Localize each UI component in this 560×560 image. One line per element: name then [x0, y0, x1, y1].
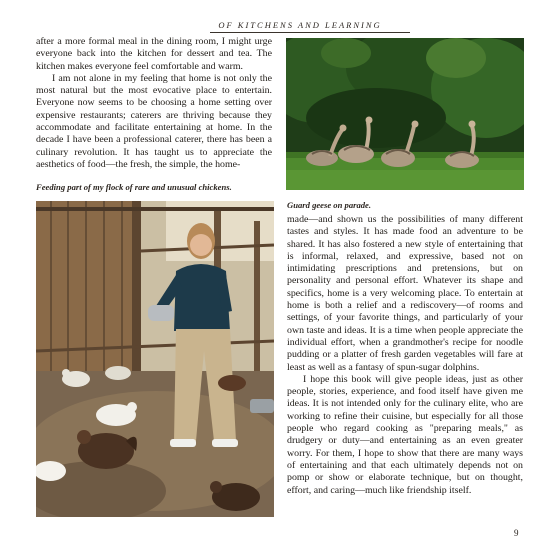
right-column-text [287, 214, 523, 497]
paragraph: made—and shown us the possibilities of many different tastes and styles. It has made food an adventure to be shared. It has also fostered a new style of entertaining that is informal, relaxed, and expressive, based not on intimidating prescriptions and pretensions, but on personality and personal effort. Whatever its shape and specifics, home is a very welcoming place. To entertain at home is both a relief and a rediscovery—of rooms and settings, of your favorite things, and particularly of your own taste and ideas. It is a time when people appreciate the individual effort, when a grandmother's recipe for noodle pudding or a platter of fresh garden vegetables will fare at least as well as a fantasy of spun-sugar dolphins. [287, 214, 523, 373]
geese-photo [286, 38, 524, 190]
paragraph: after a more formal meal in the dining room, I might urge everyone back into the kitchen for dessert and tea. The kitchen makes everyone feel comfortable and warm. [36, 36, 272, 72]
chicken-3 [105, 366, 131, 380]
geese-caption: Guard geese on parade. [287, 200, 372, 210]
header-rule [210, 32, 410, 33]
left-column-text [36, 36, 272, 171]
chicken-7 [218, 375, 246, 391]
page-number: 9 [514, 528, 519, 538]
chickens-caption: Feeding part of my flock of rare and unusual chickens. [36, 182, 232, 192]
paragraph: I am not alone in my feeling that home is not only the most natural but the most evocative place to entertain. Everyone now seems to be choosing a home setting over expensive restaurants; caterers are thriving because they accommodate and facilitate entertaining at home. In the decade I have been a professional caterer, there has been a culinary revolution. It has taught us to appreciate the aesthetics of food—the fresh, the simple, the home- [36, 72, 272, 170]
chickens-photo [36, 201, 274, 517]
paragraph: I hope this book will give people ideas, just as other people, stories, experience, and food itself have given me ideas. It is not intended only for the culinary elite, who are working to refine their cuisine, but especially for all those people who regard cooking as "preparing meals," as drudgery or duty—and entertaining as an even greater worry. For them, I hope to show that there are many ways of entertaining and that each ultimately depends not on pomp or show or elaborate technique, but on thought, effort, and caring—much like friendship itself. [287, 373, 523, 496]
running-header: OF KITCHENS AND LEARNING [218, 20, 382, 30]
